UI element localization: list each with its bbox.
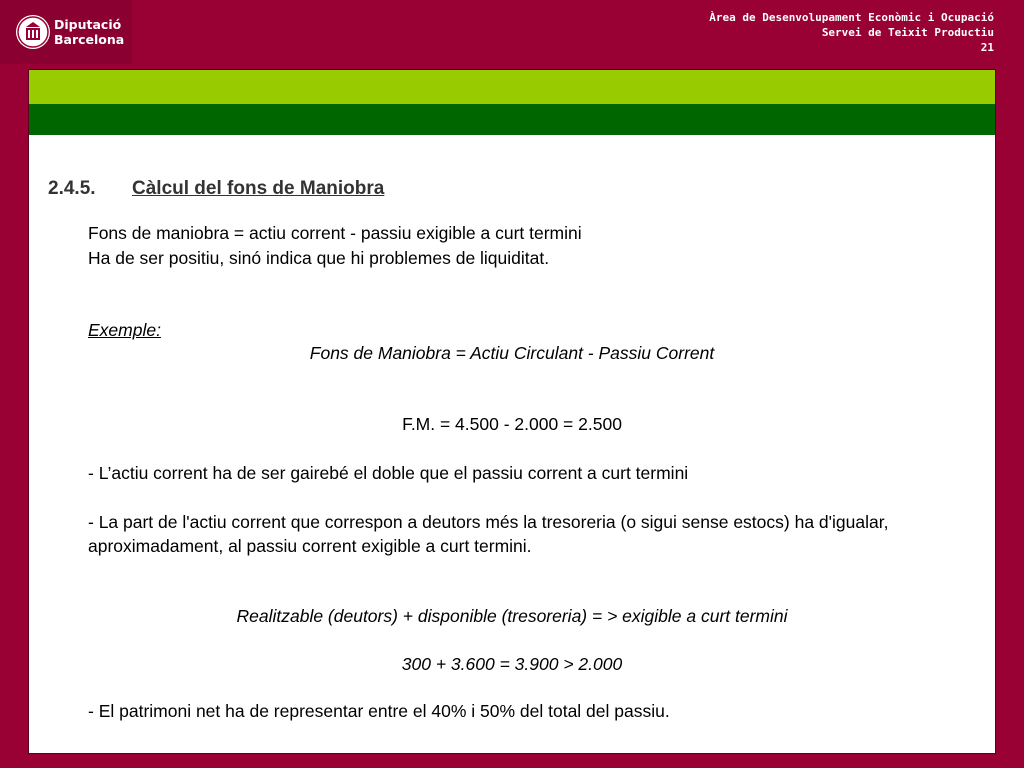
definition-line-2: Ha de ser positiu, sinó indica que hi problemes de liquiditat.	[88, 248, 550, 268]
point-2: - La part de l'actiu corrent que correspon a deutors més la tresoreria (o sigui sense estocs) ha d'igualar, aproximadament, al passiu corrent exigible a curt termini.	[88, 512, 889, 556]
logo-line-1: Diputació	[54, 17, 122, 32]
header-info	[709, 10, 994, 55]
heading-title: Càlcul del fons de Maniobra	[132, 178, 385, 199]
service-name: Servei de Teixit Productiu	[821, 26, 994, 39]
definition-line-1: Fons de maniobra = actiu corrent - passiu exigible a curt termini	[88, 223, 582, 243]
diputacio-emblem-icon	[16, 15, 50, 49]
logo-text	[54, 17, 124, 47]
slide-content	[29, 70, 995, 753]
heading-number: 2.4.5.	[48, 178, 96, 199]
slide	[28, 69, 996, 754]
ratio-formula: Realitzable (deutors) + disponible (tresoreria) = > exigible a curt termini	[236, 606, 788, 626]
area-name: Àrea de Desenvolupament Econòmic i Ocupació	[709, 11, 994, 24]
example-calculation: F.M. = 4.500 - 2.000 = 2.500	[402, 414, 622, 434]
point-3: - El patrimoni net ha de representar entre el 40% i 50% del total del passiu.	[88, 701, 670, 721]
section-heading	[48, 178, 384, 200]
example-formula: Fons de Maniobra = Actiu Circulant - Passiu Corrent	[309, 343, 715, 363]
logo	[0, 0, 132, 64]
ratio-calculation: 300 + 3.600 = 3.900 > 2.000	[401, 654, 623, 674]
logo-line-2: Barcelona	[54, 32, 125, 47]
point-1: - L’actiu corrent ha de ser gairebé el doble que el passiu corrent a curt termini	[88, 463, 689, 483]
example-label: Exemple:	[88, 320, 161, 340]
page-number: 21	[980, 41, 994, 54]
